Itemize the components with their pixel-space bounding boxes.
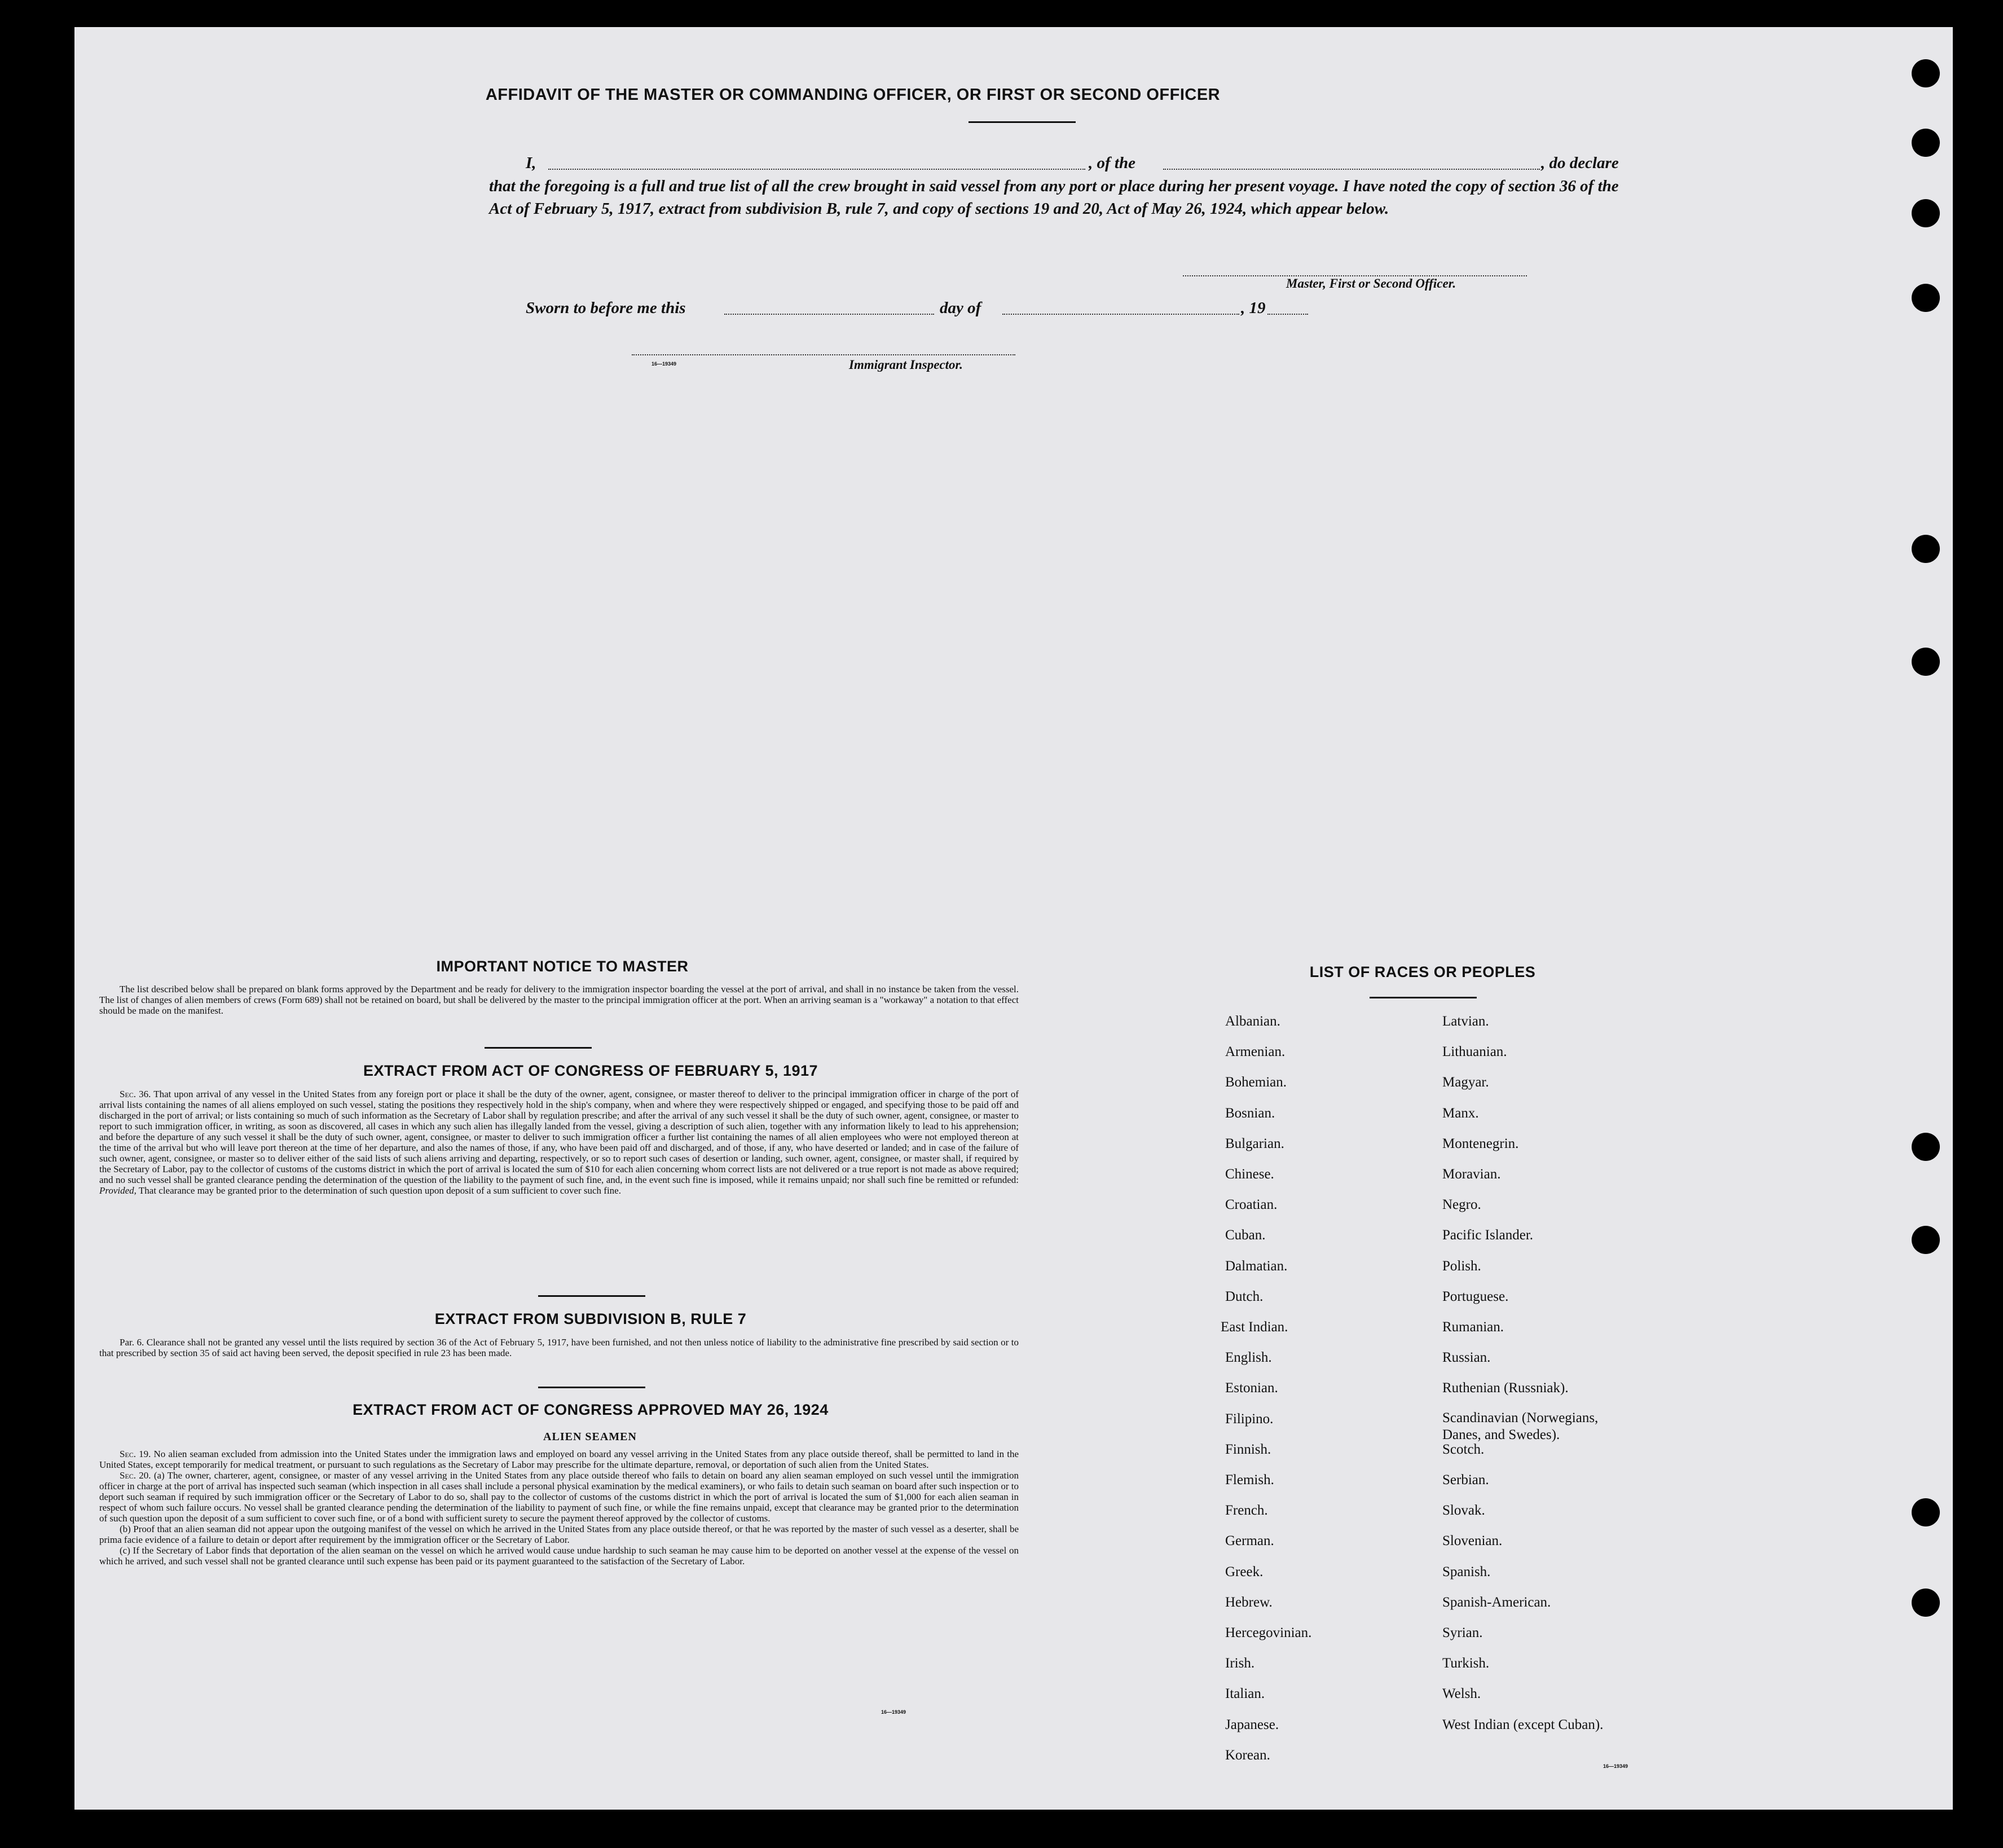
extract-1917-title: EXTRACT FROM ACT OF CONGRESS OF FEBRUARY 5, 1917	[363, 1062, 818, 1079]
inspector-label: Immigrant Inspector.	[849, 358, 963, 372]
extract-1924-title: EXTRACT FROM ACT OF CONGRESS APPROVED MAY 26, 1924	[353, 1401, 829, 1418]
race-item: Latvian.	[1442, 1014, 1489, 1029]
race-item: Dalmatian.	[1225, 1258, 1288, 1274]
race-item: East Indian.	[1221, 1319, 1288, 1335]
sec-36-ending: That clearance may be granted prior to the determination of such question upon deposit of a sum sufficient to cover such fine.	[138, 1185, 621, 1196]
form-sheet	[74, 27, 1953, 1810]
race-item: French.	[1225, 1503, 1268, 1519]
race-item: Pacific Islander.	[1442, 1227, 1534, 1243]
race-item: Turkish.	[1442, 1656, 1490, 1671]
race-item: Polish.	[1442, 1258, 1481, 1274]
race-item: Russian.	[1442, 1350, 1491, 1366]
sec-19-body: No alien seaman excluded from admission into the United States under the immigration laws and employed on board any vessel arriving in the United States from any place outside thereof, shall be permitted to land in the United States, except temporarily for medical treatment, or pursuant to such regulations as the Secretary of Labor may prescribe for the ultimate departure, removal, or deportation of such alien from the United States.	[99, 1449, 1019, 1470]
punch-hole	[1912, 199, 1940, 227]
race-item: Hercegovinian.	[1225, 1625, 1312, 1640]
sworn-label: Sworn to before me this	[526, 299, 686, 317]
race-item: Irish.	[1225, 1656, 1255, 1671]
form-number-races: 16—19349	[1603, 1763, 1628, 1769]
notice-paragraph: The list described below shall be prepared on blank forms approved by the Department and be ready for delivery to the immigration inspector boarding the vessel at the port of arrival, and shall in no instance be taken from the vessel. The list of changes of alien members of crews (Form 689) shall not be retained on board, but shall be delivered by the master to the principal immigration officer at the port. When an arriving seaman is a "workaway" a notation to that effect should be made on the manifest.	[99, 984, 1019, 1016]
sworn-day-field[interactable]	[724, 314, 934, 315]
race-item: Cuban.	[1225, 1227, 1266, 1243]
race-item: Welsh.	[1442, 1686, 1481, 1702]
race-item: Moravian.	[1442, 1167, 1501, 1182]
race-item: Lithuanian.	[1442, 1044, 1507, 1060]
race-item: Negro.	[1442, 1197, 1481, 1213]
race-item: English.	[1225, 1350, 1272, 1366]
race-item: Italian.	[1225, 1686, 1265, 1702]
rule7-paragraph: Par. 6. Clearance shall not be granted any vessel until the lists required by section 36 of the Act of February 5, 1917, have been furnished, and not then unless notice of liability to the administrative fine prescribed by said section or to that prescribed by section 35 of said act having been served, the deposit specified in rule 23 has been made.	[99, 1337, 1019, 1358]
sec-20-label: Sec. 20.	[120, 1470, 151, 1481]
sworn-year-field[interactable]	[1267, 314, 1308, 315]
punch-hole	[1912, 1589, 1940, 1617]
form-number: 16—19349	[651, 361, 677, 367]
race-item: Montenegrin.	[1442, 1136, 1519, 1151]
punch-hole	[1912, 648, 1940, 676]
race-item: Bosnian.	[1225, 1105, 1275, 1121]
race-item: Hebrew.	[1225, 1594, 1273, 1610]
race-item: Flemish.	[1225, 1472, 1274, 1488]
affidavit-of-the-label: , of the	[1089, 154, 1135, 172]
race-item: Rumanian.	[1442, 1319, 1504, 1335]
signature-label: Master, First or Second Officer.	[1286, 276, 1456, 291]
provided-word: Provided,	[99, 1185, 137, 1196]
race-item: Spanish-American.	[1442, 1594, 1551, 1610]
day-of-label: day of	[940, 299, 981, 317]
year-label: , 19	[1241, 299, 1266, 317]
race-item: Slovak.	[1442, 1503, 1485, 1519]
declarant-name-field[interactable]	[548, 169, 1085, 170]
race-item: Scotch.	[1442, 1441, 1485, 1457]
sec-19-label: Sec. 19.	[120, 1449, 151, 1459]
race-item: Estonian.	[1225, 1380, 1278, 1396]
race-item: Finnish.	[1225, 1441, 1271, 1457]
punch-hole	[1912, 535, 1940, 563]
races-title-rule	[1370, 997, 1477, 998]
race-item: German.	[1225, 1533, 1274, 1549]
race-item: Ruthenian (Russniak).	[1442, 1380, 1569, 1396]
extract-rule7-title: EXTRACT FROM SUBDIVISION B, RULE 7	[434, 1310, 747, 1327]
affidavit-i-label: I,	[526, 154, 536, 172]
notice-title: IMPORTANT NOTICE TO MASTER	[436, 958, 689, 975]
affidavit-title: AFFIDAVIT OF THE MASTER OR COMMANDING OFFICER, OR FIRST OR SECOND OFFICER	[485, 86, 1221, 104]
race-item: Chinese.	[1225, 1167, 1274, 1182]
punch-hole	[1912, 284, 1940, 312]
races-title: LIST OF RACES OR PEOPLES	[1309, 963, 1536, 980]
section-rule	[485, 1047, 592, 1049]
race-item: Albanian.	[1225, 1014, 1280, 1029]
punch-hole	[1912, 1133, 1940, 1161]
race-item: Slovenian.	[1442, 1533, 1503, 1549]
race-item: Scandinavian (Norwegians,	[1442, 1410, 1599, 1425]
sec-36-body: That upon arrival of any vessel in the United States from any foreign port or place it shall be the duty of the owner, agent, consignee, or master thereof to deliver to the principal immigration officer in charge of the port of arrival lists containing the names of all aliens employed on such vessel, stating the positions they respectively hold in the ship's company, when and where they were respectively shipped or engaged, and specifying those to be paid off and discharged in the port of arrival; or lists containing so much of such information as the Secretary of Labor shall by regulation prescribe; and after the arrival of any such vessel it shall be the duty of such owner, agent, consignee, or master to report to such immigration officer, in writing, as soon as discovered, all cases in which any such alien has illegally landed from the vessel, giving a description of such alien, together with any information likely to lead to his apprehension; and before the departure of any such vessel it shall be the duty of such owner, agent, consignee, or master to deliver to such immigration officer a further list containing the names of all alien employees who were not employed thereon at the time of the arrival but who will leave port thereon at the time of her departure, and also the names of those, if any, who have been paid off and discharged, and of those, if any, who have deserted or landed; and in case of the failure of such owner, agent, consignee, or master so to deliver either of the said lists of such aliens arriving and departing, respectively, or so to report such cases of desertion or landing, such owner, agent, consignee, or master shall, if required by the Secretary of Labor, pay to the collector of customs of the customs district in which the port of arrival is located the sum of $10 for each alien concerning whom correct lists are not delivered or a true report is not made as above required; and no such vessel shall be granted clearance pending the determination of the question of the liability to the payment of such fine, and, in the event such fine is imposed, while it remains unpaid; nor shall such fine be remitted or refunded:	[99, 1089, 1019, 1185]
race-item: Greek.	[1225, 1564, 1264, 1579]
alien-seamen-subtitle: ALIEN SEAMEN	[543, 1431, 637, 1443]
race-item: Filipino.	[1225, 1411, 1274, 1427]
race-item: Bohemian.	[1225, 1075, 1287, 1090]
extract-1924-text	[99, 1449, 1019, 1567]
race-item: Armenian.	[1225, 1044, 1286, 1060]
section-rule	[538, 1295, 645, 1297]
extract-rule7-text	[99, 1337, 1019, 1358]
race-item: Manx.	[1442, 1105, 1479, 1121]
punch-hole	[1912, 1226, 1940, 1254]
extract-1917-text	[99, 1089, 1019, 1196]
race-item: Serbian.	[1442, 1472, 1489, 1488]
title-rule	[969, 121, 1076, 123]
sec-20c-body: (c) If the Secretary of Labor finds that deportation of the alien seaman on the vessel on which he arrived would cause undue hardship to such seaman he may cause him to be deported on another vessel at the expense of the vessel on which he arrived, and such vessel shall not be granted clearance until such expense has been paid or its payment guaranteed to the satisfaction of the Secretary of Labor.	[99, 1545, 1019, 1567]
punch-hole	[1912, 129, 1940, 157]
race-item: Magyar.	[1442, 1075, 1489, 1090]
punch-hole	[1912, 59, 1940, 87]
sec-36-label: Sec. 36.	[120, 1089, 151, 1099]
race-item: West Indian (except Cuban).	[1442, 1717, 1604, 1732]
race-item: Korean.	[1225, 1747, 1270, 1763]
race-item: Spanish.	[1442, 1564, 1491, 1579]
race-item: Dutch.	[1225, 1288, 1264, 1304]
punch-hole	[1912, 1498, 1940, 1526]
section-rule	[538, 1387, 645, 1388]
race-item: Japanese.	[1225, 1717, 1279, 1732]
sec-20a-body: (a) The owner, charterer, agent, consignee, or master of any vessel arriving in the United States from any place outside thereof who fails to detain on board any alien seaman employed on such vessel until the immigration officer in charge at the port of arrival has inspected such seaman (which inspection in all cases shall include a personal physical examination by the medical examiners), or who fails to detain such seaman on board after such inspection or to deport such seaman if required by such immigration officer or the Secretary of Labor to do so, shall pay to the collector of customs of the customs district in which the port of arrival is located the sum of $1,000 for each alien seaman in respect of whom such failure occurs. No vessel shall be granted clearance pending the determination of the liability to payment of such fine, or while the fine remains unpaid, except that clearance may be granted prior to the determination of such question upon the deposit of a sum sufficient to cover such fine, or of a bond with sufficient surety to secure the payment thereof approved by the collector of customs.	[99, 1470, 1019, 1524]
sec-20b-body: (b) Proof that an alien seaman did not appear upon the outgoing manifest of the vessel on which he arrived in the United States from any place outside thereof, or that he was reported by the master of such vessel as a deserter, shall be prima facie evidence of a failure to detain or deport after requirement by the immigration officer or the Secretary of Labor.	[99, 1524, 1019, 1545]
race-item: Danes, and Swedes).	[1442, 1427, 1560, 1442]
sworn-month-field[interactable]	[1002, 314, 1239, 315]
form-number-left: 16—19349	[881, 1709, 906, 1715]
inspector-signature-line[interactable]	[632, 354, 1015, 355]
vessel-name-field[interactable]	[1163, 169, 1540, 170]
affidavit-declare-label: , do declare	[1541, 154, 1619, 172]
race-item: Bulgarian.	[1225, 1136, 1284, 1151]
race-item: Portuguese.	[1442, 1288, 1509, 1304]
race-item: Croatian.	[1225, 1197, 1278, 1213]
affidavit-body: that the foregoing is a full and true list of all the crew brought in said vessel from any port or place during her present voyage. I have noted the copy of section 36 of the Act of February 5, 1917, extract from subdivision B, rule 7, and copy of sections 19 and 20, Act of May 26, 1924, which appear below.	[489, 177, 1619, 218]
race-item: Syrian.	[1442, 1625, 1483, 1640]
notice-text	[99, 984, 1019, 1016]
